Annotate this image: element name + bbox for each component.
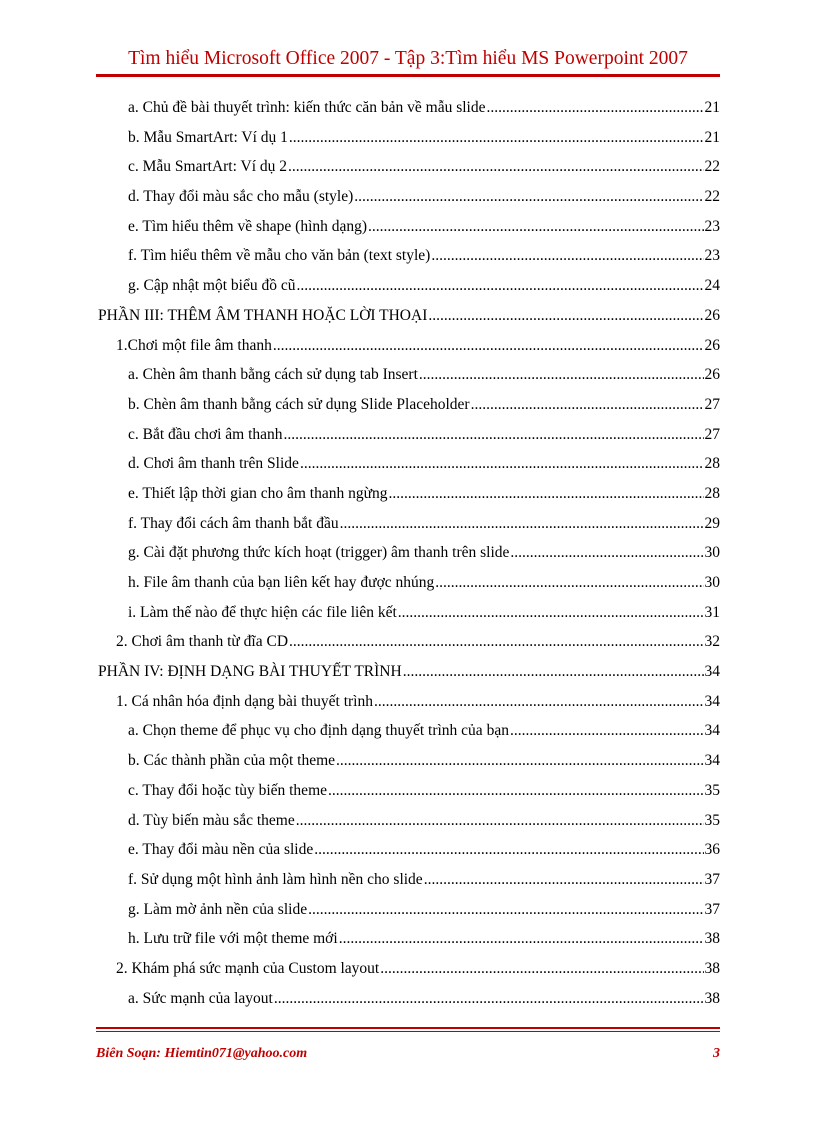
- toc-entry[interactable]: [96, 720, 720, 750]
- toc-entry-title: h. File âm thanh của bạn liên kết hay được nhúng: [128, 574, 435, 591]
- toc-entry[interactable]: [96, 958, 720, 988]
- toc-entry-title: PHẦN IV: ĐỊNH DẠNG BÀI THUYẾT TRÌNH: [98, 663, 402, 681]
- toc-dot-leader: [471, 394, 704, 416]
- toc-dot-leader: [486, 97, 703, 119]
- toc-entry[interactable]: [96, 127, 720, 157]
- toc-entry-title: PHẦN III: THÊM ÂM THANH HOẶC LỜI THOẠI: [98, 306, 428, 324]
- toc-entry-title: g. Làm mờ ảnh nền của slide: [128, 900, 308, 918]
- toc-entry-page: 34: [704, 692, 720, 710]
- toc-entry[interactable]: [96, 513, 720, 543]
- toc-dot-leader: [274, 988, 704, 1010]
- toc-entry-title: f. Tìm hiểu thêm về mẫu cho văn bản (text style): [128, 247, 431, 265]
- toc-entry-page: 23: [704, 217, 720, 235]
- toc-dot-leader: [284, 424, 704, 446]
- toc-entry[interactable]: [96, 483, 720, 513]
- toc-entry[interactable]: [96, 631, 720, 661]
- toc-entry-title: e. Thiết lập thời gian cho âm thanh ngừng: [128, 484, 388, 502]
- toc-entry-page: 22: [704, 188, 720, 206]
- toc-dot-leader: [368, 216, 703, 238]
- toc-entry[interactable]: [96, 216, 720, 246]
- toc-entry-page: 26: [704, 306, 720, 324]
- toc-dot-leader: [510, 542, 703, 564]
- toc-entry[interactable]: [96, 156, 720, 186]
- toc-entry-title: b. Các thành phần của một theme: [128, 752, 336, 770]
- toc-dot-leader: [374, 691, 704, 713]
- toc-dot-leader: [340, 513, 704, 535]
- toc-dot-leader: [288, 156, 703, 178]
- toc-entry[interactable]: [96, 661, 720, 691]
- toc-entry-page: 35: [704, 781, 720, 799]
- toc-entry-page: 38: [704, 989, 720, 1007]
- toc-dot-leader: [296, 275, 703, 297]
- toc-dot-leader: [308, 899, 703, 921]
- toc-entry-title: a. Sức mạnh của layout: [128, 989, 273, 1007]
- toc-entry-page: 24: [704, 277, 720, 295]
- toc-entry[interactable]: [96, 97, 720, 127]
- toc-entry-page: 27: [704, 425, 720, 443]
- toc-entry[interactable]: [96, 453, 720, 483]
- header-divider: [96, 74, 720, 77]
- toc-entry[interactable]: [96, 424, 720, 454]
- toc-dot-leader: [424, 869, 704, 891]
- toc-dot-leader: [389, 483, 704, 505]
- toc-entry[interactable]: [96, 186, 720, 216]
- toc-entry[interactable]: [96, 364, 720, 394]
- toc-entry[interactable]: [96, 335, 720, 365]
- toc-entry-title: e. Tìm hiểu thêm về shape (hình dạng): [128, 217, 368, 235]
- toc-entry-page: 37: [704, 870, 720, 888]
- toc-dot-leader: [336, 750, 703, 772]
- toc-dot-leader: [403, 661, 704, 683]
- toc-entry-page: 30: [704, 574, 720, 591]
- toc-dot-leader: [314, 839, 703, 861]
- toc-entry[interactable]: [96, 899, 720, 929]
- toc-entry[interactable]: [96, 275, 720, 305]
- toc-dot-leader: [380, 958, 703, 980]
- toc-entry-title: g. Cập nhật một biểu đồ cũ: [128, 277, 296, 295]
- toc-dot-leader: [328, 780, 703, 802]
- toc-entry-title: i. Làm thế nào để thực hiện các file liên kết: [128, 603, 397, 621]
- toc-entry-page: 36: [704, 841, 720, 859]
- toc-dot-leader: [289, 127, 704, 149]
- toc-entry[interactable]: [96, 839, 720, 869]
- toc-entry-title: 2. Chơi âm thanh từ đĩa CD: [116, 633, 289, 651]
- toc-entry-page: 30: [704, 544, 720, 562]
- toc-entry-title: f. Thay đổi cách âm thanh bắt đầu: [128, 514, 339, 532]
- toc-entry-title: d. Tùy biến màu sắc theme: [128, 811, 295, 829]
- toc-entry-page: 21: [704, 99, 720, 116]
- toc-entry[interactable]: [96, 810, 720, 840]
- toc-entry-title: f. Sử dụng một hình ảnh làm hình nền cho slide: [128, 870, 423, 888]
- toc-entry-page: 29: [704, 514, 720, 532]
- toc-entry-title: b. Mẫu SmartArt: Ví dụ 1: [128, 128, 288, 146]
- footer-divider: [96, 1027, 720, 1029]
- toc-entry[interactable]: [96, 928, 720, 958]
- toc-entry-page: 27: [704, 395, 720, 413]
- toc-entry-title: c. Mẫu SmartArt: Ví dụ 2: [128, 158, 288, 176]
- toc-entry-title: 1.Chơi một file âm thanh: [116, 336, 272, 354]
- toc-entry-title: 1. Cá nhân hóa định dạng bài thuyết trình: [116, 692, 373, 710]
- toc-entry[interactable]: [96, 394, 720, 424]
- toc-entry-title: h. Lưu trữ file với một theme mới: [128, 930, 338, 948]
- toc-entry[interactable]: [96, 988, 720, 1018]
- toc-entry-title: c. Bắt đầu chơi âm thanh: [128, 425, 283, 443]
- toc-entry-title: d. Thay đổi màu sắc cho mẫu (style): [128, 188, 354, 206]
- toc-dot-leader: [431, 245, 703, 267]
- toc-entry[interactable]: [96, 542, 720, 572]
- toc-entry[interactable]: [96, 869, 720, 899]
- toc-entry-title: d. Chơi âm thanh trên Slide: [128, 455, 299, 473]
- footer-author: Biên Soạn: Hiemtin071@yahoo.com: [96, 1046, 308, 1061]
- toc-entry-page: 35: [704, 811, 720, 829]
- table-of-contents: [96, 97, 720, 1017]
- toc-dot-leader: [419, 364, 704, 386]
- toc-entry-page: 31: [704, 603, 720, 621]
- toc-entry-title: c. Thay đổi hoặc tùy biến theme: [128, 781, 328, 799]
- toc-entry-page: 21: [704, 128, 720, 146]
- toc-entry-page: 38: [704, 930, 720, 948]
- toc-entry[interactable]: [96, 602, 720, 632]
- toc-dot-leader: [273, 335, 704, 357]
- toc-entry[interactable]: [96, 780, 720, 810]
- page-number: 3: [713, 1046, 720, 1061]
- toc-entry-page: 28: [704, 455, 720, 473]
- footer-divider-thin: [96, 1031, 720, 1032]
- toc-dot-leader: [398, 602, 704, 624]
- toc-entry-page: 32: [704, 633, 720, 651]
- toc-entry-title: g. Cài đặt phương thức kích hoạt (trigger) âm thanh trên slide: [128, 544, 510, 562]
- toc-entry-title: 2. Khám phá sức mạnh của Custom layout: [116, 959, 380, 977]
- toc-dot-leader: [354, 186, 703, 208]
- toc-entry-title: a. Chèn âm thanh bằng cách sử dụng tab Insert: [128, 366, 418, 384]
- toc-dot-leader: [428, 305, 703, 327]
- toc-entry-page: 37: [704, 900, 720, 918]
- toc-entry-page: 23: [704, 247, 720, 265]
- toc-entry-title: e. Thay đổi màu nền của slide: [128, 841, 314, 859]
- toc-entry-title: b. Chèn âm thanh bằng cách sử dụng Slide Placeholder: [128, 395, 470, 413]
- toc-entry-page: 22: [704, 158, 720, 176]
- toc-dot-leader: [289, 631, 703, 653]
- page-header-title: Tìm hiểu Microsoft Office 2007 - Tập 3:Tìm hiểu MS Powerpoint 2007: [128, 48, 688, 69]
- toc-entry-page: 38: [704, 959, 720, 977]
- toc-entry-page: 34: [704, 752, 720, 770]
- toc-entry[interactable]: [96, 691, 720, 721]
- toc-dot-leader: [339, 928, 704, 950]
- toc-entry[interactable]: [96, 305, 720, 335]
- toc-entry[interactable]: [96, 572, 720, 602]
- toc-dot-leader: [435, 572, 703, 594]
- toc-entry[interactable]: [96, 245, 720, 275]
- toc-dot-leader: [510, 720, 704, 742]
- toc-entry-title: a. Chọn theme để phục vụ cho định dạng thuyết trình của bạn: [128, 722, 509, 740]
- toc-entry-title: a. Chủ đề bài thuyết trình: kiến thức căn bản về mẫu slide: [128, 99, 486, 116]
- toc-dot-leader: [300, 453, 704, 475]
- toc-entry-page: 34: [704, 722, 720, 740]
- toc-entry-page: 26: [704, 336, 720, 354]
- toc-entry-page: 28: [704, 484, 720, 502]
- toc-dot-leader: [296, 810, 704, 832]
- toc-entry-page: 26: [704, 366, 720, 384]
- toc-entry-page: 34: [704, 663, 720, 681]
- toc-entry[interactable]: [96, 750, 720, 780]
